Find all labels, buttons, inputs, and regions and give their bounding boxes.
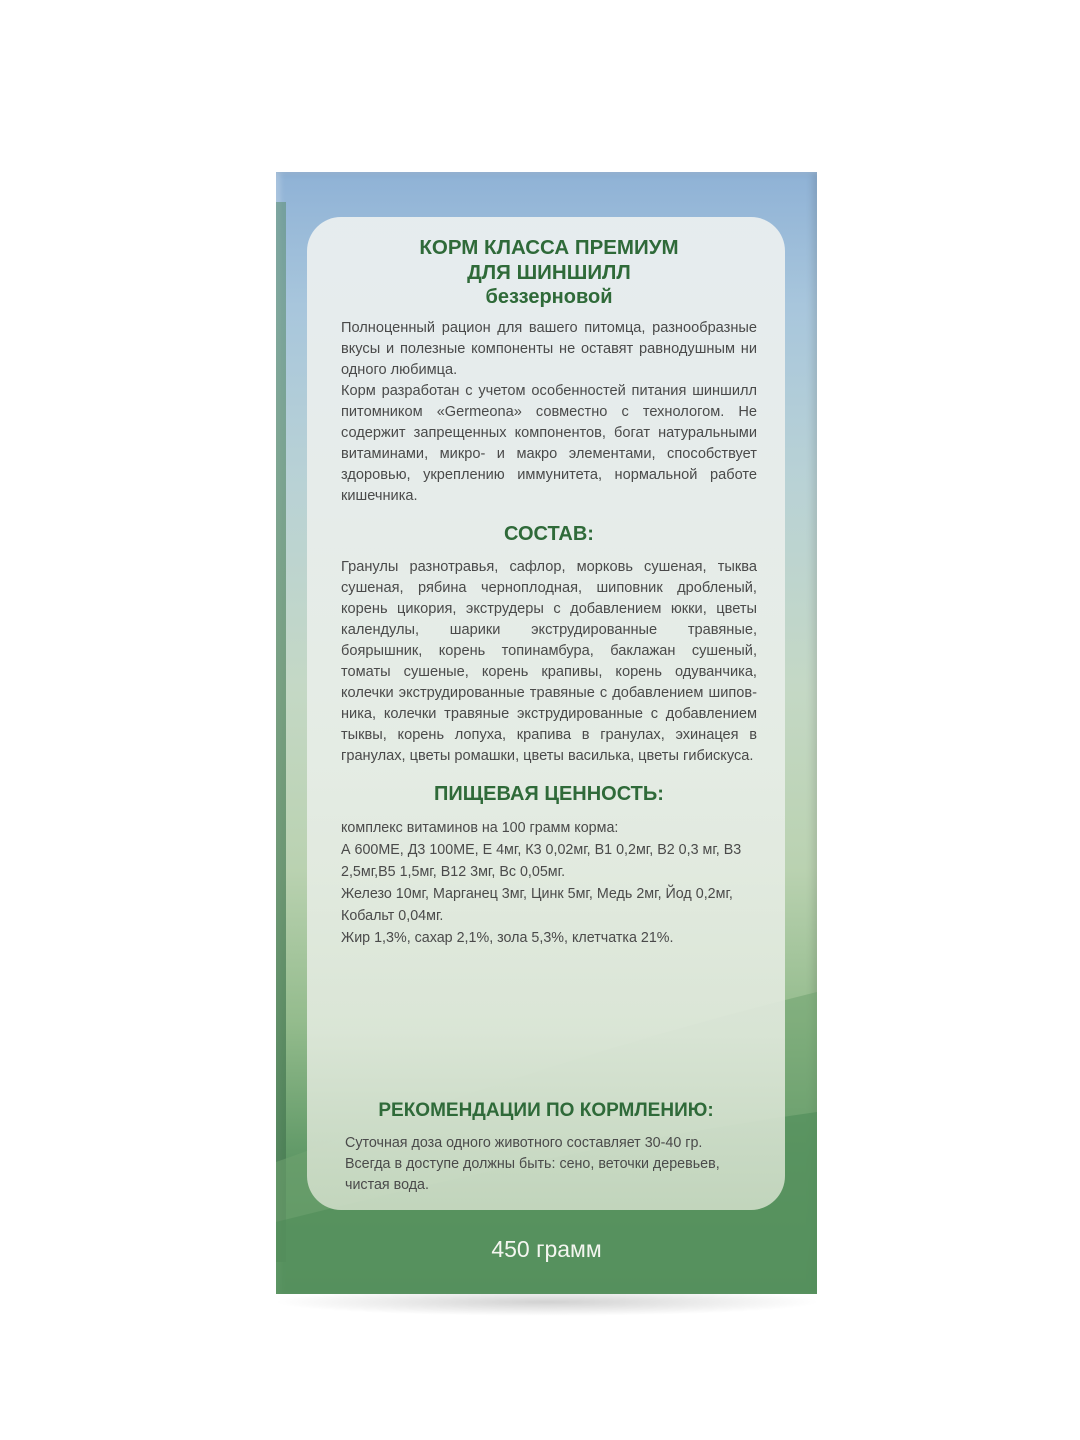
intro-paragraph-2: Корм разработан с учетом особенностей питания шиншилл питомником «Germeona» совместно с технологом. Не содержит запрещенных компонентов, богат натуральными витаминами, микро- и макро элементами, способствует здоровью, укреплению иммунитета, нормальной работе кишечника. [341,383,757,504]
nutrition-heading: ПИЩЕВАЯ ЦЕННОСТЬ: [434,783,664,805]
feeding-heading: РЕКОМЕНДАЦИИ ПО КОРМЛЕНИЮ: [378,1100,714,1121]
nutrition-line-3: Железо 10мг, Марганец 3мг, Цинк 5мг, Медь 2мг, Йод 0,2мг, Кобальт 0,04мг. [341,886,733,924]
subtitle: беззерновой [485,286,613,308]
info-panel [307,217,785,1210]
composition-heading: СОСТАВ: [504,523,594,545]
feeding-line-2: Всегда в доступе должны быть: сено, веточки деревьев, чистая вода. [345,1156,720,1193]
nutrition-list [341,817,757,949]
nutrition-line-4: Жир 1,3%, сахар 2,1%, зола 5,3%, клетчатка 21%. [341,930,674,946]
panel-content [341,235,757,949]
nutrition-line-2: А 600МЕ, Д3 100МЕ, Е 4мг, К3 0,02мг, В1 0,2мг, В2 0,3 мг, В3 2,5мг,В5 1,5мг, В12 3мг, Вс 0,05мг. [341,842,742,880]
feeding-text [345,1133,765,1196]
title-line-2: ДЛЯ ШИНШИЛЛ [467,261,631,284]
title-line-1: КОРМ КЛАССА ПРЕМИУМ [419,236,679,259]
net-weight: 450 грамм [491,1236,602,1262]
feeding-line-1: Суточная доза одного животного составляет 30-40 гр. [345,1135,703,1151]
composition-text: Гранулы разнотравья, сафлор, морковь сушеная, тыква сушеная, рябина черноплодная, шиповник дробленый, корень цикория, экструдеры с добавлением юкки, цветы календулы, шарики экструдированные травяные, боярышник, корень топинамбура, баклажан сушеный, томаты сушеные, корень крапивы, корень одуванчика, колечки экструдированные травяные с добавлением шипов-ника, колечки травяные экструдированные с добавлением тыквы, корень лопуха, крапива в гранулах, эхинацея в гранулах, цветы ромашки, цветы василька, цветы гибискуса. [341,559,757,764]
intro-paragraph-1: Полноценный рацион для вашего питомца, разнообразные вкусы и полезные компоненты не оставят равнодушным ни одного любимца. [341,320,757,378]
nutrition-line-1: комплекс витаминов на 100 грамм корма: [341,820,619,836]
